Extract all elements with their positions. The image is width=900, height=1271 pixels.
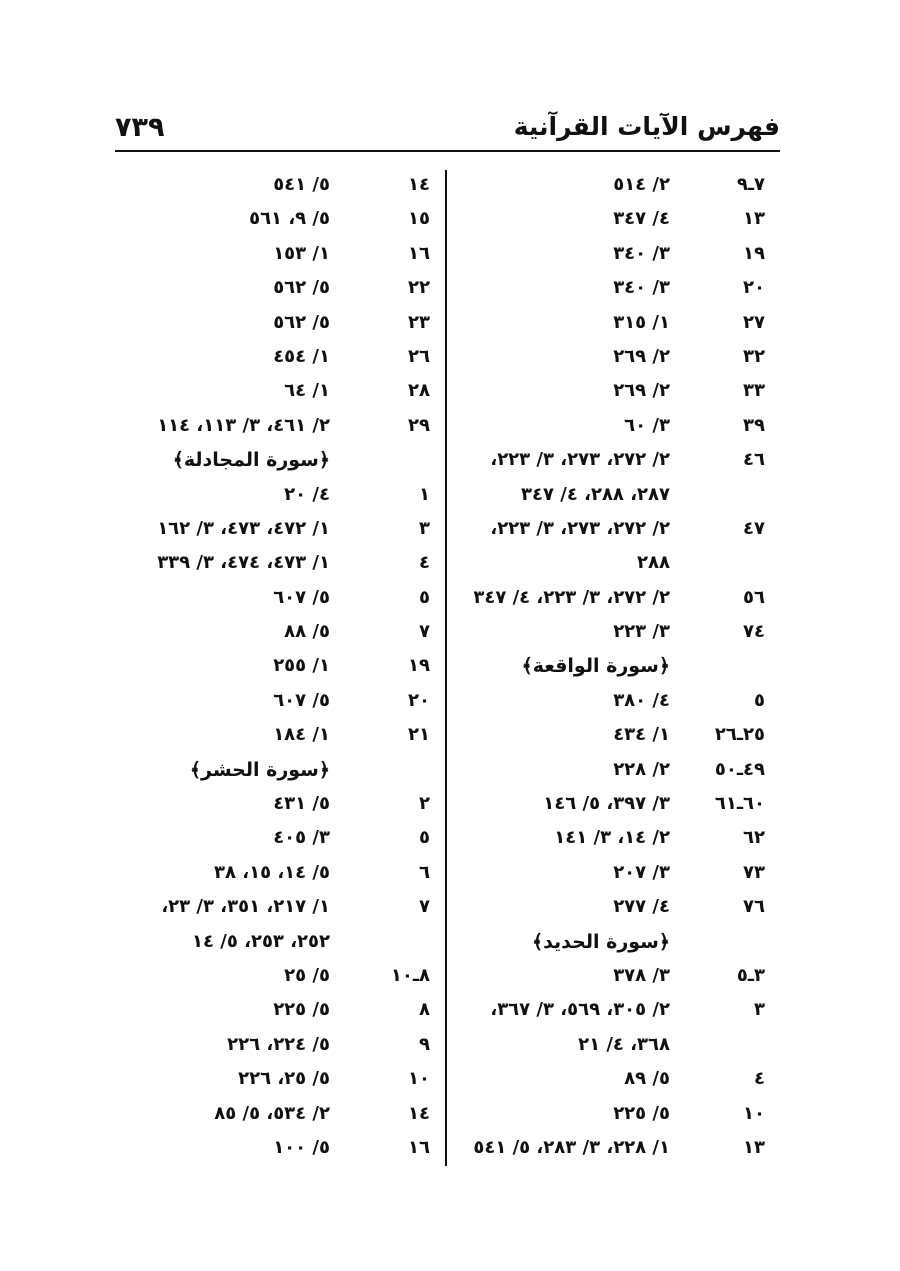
volume-page-reference: ٥/ ٨٨	[284, 621, 330, 643]
index-row	[110, 411, 440, 445]
verse-number: ٢٣	[408, 311, 430, 333]
volume-page-reference: ٥/ ٢٢٤، ٢٢٦	[227, 1033, 330, 1055]
verse-number: ٩	[419, 1033, 430, 1055]
surah-title: ﴿سورة الحشر﴾	[189, 758, 330, 781]
verse-number: ١	[419, 483, 430, 505]
volume-page-reference: ٥/ ٦٠٧	[273, 689, 330, 711]
index-row	[455, 617, 775, 651]
verse-number: ٧٤	[743, 621, 765, 643]
volume-page-reference: ١/ ٢١٧، ٣٥١، ٣/ ٢٣،	[161, 896, 330, 918]
volume-page-reference: ٥/ ٤٣١	[273, 793, 330, 815]
volume-page-reference: ٣/ ٦٠	[624, 414, 670, 436]
index-row	[110, 651, 440, 685]
verse-number: ٣٣	[743, 380, 765, 402]
verse-number: ٢	[419, 793, 430, 815]
index-column-left	[110, 170, 440, 1167]
verse-number: ١٩	[408, 655, 430, 677]
index-row	[110, 342, 440, 376]
verse-number: ٦٢	[743, 827, 765, 849]
index-row	[455, 342, 775, 376]
index-row	[110, 686, 440, 720]
volume-page-reference: ٢/ ٢٢٨	[613, 758, 670, 780]
verse-number: ٥٦	[743, 586, 765, 608]
index-row	[455, 583, 775, 617]
column-divider	[445, 170, 447, 1166]
index-row	[110, 204, 440, 238]
volume-page-reference: ٥/ ٢٥، ٢٢٦	[238, 1068, 330, 1090]
verse-number: ٤٦	[743, 449, 765, 471]
volume-page-reference: ٤/ ٣٤٧	[613, 208, 670, 230]
index-row	[110, 720, 440, 754]
surah-heading	[455, 651, 775, 685]
index-row	[455, 480, 775, 514]
verse-number: ٧ـ٩	[736, 174, 765, 195]
volume-page-reference: ٣/ ٤٠٥	[273, 827, 330, 849]
volume-page-reference: ٢/ ٣٠٥، ٥٦٩، ٣/ ٣٦٧،	[490, 999, 670, 1021]
verse-number: ٧٦	[743, 896, 765, 918]
verse-number: ١٤	[408, 1102, 430, 1124]
index-row	[455, 789, 775, 823]
page-number: ٧٣٩	[115, 112, 165, 143]
verse-number: ٧	[419, 896, 430, 918]
volume-page-reference: ٥/ ٦٠٧	[273, 586, 330, 608]
verse-number: ١٦	[408, 242, 430, 264]
volume-page-reference: ٥/ ١٠٠	[273, 1136, 330, 1158]
volume-page-reference: ٣/ ٣٤٠	[613, 242, 670, 264]
volume-page-reference: ١/ ٢٢٨، ٣/ ٢٨٣، ٥/ ٥٤١	[473, 1136, 670, 1158]
surah-heading	[110, 445, 440, 479]
index-row	[455, 273, 775, 307]
index-row	[455, 1133, 775, 1167]
volume-page-reference: ٢٨٧، ٢٨٨، ٤/ ٣٤٧	[521, 483, 670, 505]
index-row	[110, 548, 440, 582]
volume-page-reference: ٥/ ٢٥	[284, 964, 330, 986]
verse-number: ٣٩	[743, 414, 765, 436]
verse-number: ١٣	[743, 208, 765, 230]
verse-number: ٣٢	[743, 345, 765, 367]
index-row	[455, 445, 775, 479]
verse-number: ٢٠	[743, 277, 765, 299]
index-row	[455, 548, 775, 582]
surah-title: ﴿سورة المجادلة﴾	[172, 449, 330, 472]
index-row	[455, 686, 775, 720]
verse-number: ٢٩	[408, 414, 430, 436]
index-row	[110, 1099, 440, 1133]
volume-page-reference: ٥/ ٢٢٥	[273, 999, 330, 1021]
index-row	[455, 720, 775, 754]
volume-page-reference: ٤/ ٣٨٠	[613, 689, 670, 711]
index-row	[110, 583, 440, 617]
volume-page-reference: ١/ ٤٥٤	[273, 345, 330, 367]
index-row	[110, 927, 440, 961]
index-row	[110, 273, 440, 307]
volume-page-reference: ٥/ ٨٩	[624, 1068, 670, 1090]
volume-page-reference: ١/ ٤٧٣، ٤٧٤، ٣/ ٣٣٩	[157, 552, 330, 574]
verse-number: ٥	[419, 586, 430, 608]
index-row	[455, 1099, 775, 1133]
volume-page-reference: ٣/ ٣٤٠	[613, 277, 670, 299]
verse-number: ٤	[754, 1068, 765, 1090]
header-rule	[115, 150, 780, 152]
index-row	[110, 789, 440, 823]
index-row	[455, 995, 775, 1029]
index-row	[110, 480, 440, 514]
surah-heading	[455, 927, 775, 961]
index-row	[455, 170, 775, 204]
surah-title: ﴿سورة الحديد﴾	[531, 930, 670, 953]
verse-number: ١٤	[408, 174, 430, 195]
verse-number: ٢١	[408, 724, 430, 746]
index-row	[455, 1064, 775, 1098]
index-row	[455, 892, 775, 926]
verse-number: ٢٢	[408, 277, 430, 299]
verse-number: ٨ـ١٠	[390, 964, 430, 986]
verse-number: ١٦	[408, 1136, 430, 1158]
volume-page-reference: ٤/ ٢٠	[284, 483, 330, 505]
verse-number: ٧	[419, 621, 430, 643]
volume-page-reference: ١/ ١٥٣	[273, 242, 330, 264]
index-row	[455, 961, 775, 995]
index-row	[110, 239, 440, 273]
verse-number: ١٥	[408, 208, 430, 230]
index-column-right	[455, 170, 775, 1167]
verse-number: ١٩	[743, 242, 765, 264]
verse-number: ٢٥ـ٢٦	[714, 724, 765, 746]
index-row	[110, 617, 440, 651]
index-row	[455, 204, 775, 238]
volume-page-reference: ٢٥٢، ٢٥٣، ٥/ ١٤	[192, 930, 330, 952]
surah-heading	[110, 755, 440, 789]
index-row	[110, 308, 440, 342]
volume-page-reference: ١/ ٤٧٢، ٤٧٣، ٣/ ١٦٢	[157, 517, 330, 539]
volume-page-reference: ١/ ٦٤	[284, 380, 330, 402]
verse-number: ٥	[419, 827, 430, 849]
verse-number: ٦٠ـ٦١	[714, 793, 765, 815]
verse-number: ٦	[419, 861, 430, 883]
verse-number: ٢٧	[743, 311, 765, 333]
volume-page-reference: ٢٨٨	[637, 552, 670, 574]
index-row	[455, 411, 775, 445]
index-row	[455, 239, 775, 273]
index-row	[110, 376, 440, 410]
index-row	[110, 823, 440, 857]
volume-page-reference: ٢/ ٢٦٩	[613, 380, 670, 402]
volume-page-reference: ٥/ ٥٤١	[273, 174, 330, 195]
volume-page-reference: ١/ ٢٥٥	[273, 655, 330, 677]
volume-page-reference: ٣/ ٣٩٧، ٥/ ١٤٦	[543, 793, 670, 815]
verse-number: ٣	[754, 999, 765, 1021]
index-row	[455, 308, 775, 342]
volume-page-reference: ٥/ ٥٦٢	[273, 311, 330, 333]
verse-number: ٧٣	[743, 861, 765, 883]
index-row	[110, 1064, 440, 1098]
index-row	[455, 376, 775, 410]
verse-number: ١٣	[743, 1136, 765, 1158]
index-row	[455, 858, 775, 892]
index-row	[110, 961, 440, 995]
verse-number: ١٠	[408, 1068, 430, 1090]
volume-page-reference: ٣/ ٢٠٧	[613, 861, 670, 883]
volume-page-reference: ٤/ ٢٧٧	[613, 896, 670, 918]
volume-page-reference: ٣/ ٢٢٣	[613, 621, 670, 643]
volume-page-reference: ٢/ ٥١٤	[613, 174, 670, 195]
verse-number: ٣	[419, 517, 430, 539]
verse-number: ٣ـ٥	[736, 964, 765, 986]
verse-number: ٤٩ـ٥٠	[714, 758, 765, 780]
volume-page-reference: ٢/ ٥٣٤، ٥/ ٨٥	[214, 1102, 330, 1124]
surah-title: ﴿سورة الواقعة﴾	[521, 655, 670, 678]
verse-number: ٢٠	[408, 689, 430, 711]
index-row	[110, 1133, 440, 1167]
verse-number: ٢٨	[408, 380, 430, 402]
index-row	[110, 995, 440, 1029]
index-row	[110, 858, 440, 892]
verse-number: ١٠	[743, 1102, 765, 1124]
index-row	[455, 1030, 775, 1064]
page-title: فهرس الآيات القرآنية	[513, 112, 780, 141]
volume-page-reference: ٢/ ٢٦٩	[613, 345, 670, 367]
volume-page-reference: ٢/ ١٤، ٣/ ١٤١	[554, 827, 670, 849]
index-row	[110, 514, 440, 548]
verse-number: ٨	[419, 999, 430, 1021]
volume-page-reference: ٢/ ٢٧٢، ٢٧٣، ٣/ ٢٢٣،	[490, 517, 670, 539]
volume-page-reference: ١/ ٤٣٤	[613, 724, 670, 746]
volume-page-reference: ٣٦٨، ٤/ ٢١	[578, 1033, 670, 1055]
volume-page-reference: ٥/ ١٤، ١٥، ٣٨	[213, 861, 330, 883]
index-row	[110, 892, 440, 926]
index-row	[110, 1030, 440, 1064]
volume-page-reference: ٥/ ٥٦٢	[273, 277, 330, 299]
volume-page-reference: ٥/ ٢٢٥	[613, 1102, 670, 1124]
index-row	[455, 514, 775, 548]
volume-page-reference: ٥/ ٩، ٥٦١	[249, 208, 330, 230]
volume-page-reference: ١/ ١٨٤	[273, 724, 330, 746]
verse-number: ٢٦	[408, 345, 430, 367]
index-row	[455, 755, 775, 789]
volume-page-reference: ٢/ ٢٧٢، ٣/ ٢٢٣، ٤/ ٣٤٧	[473, 586, 670, 608]
verse-number: ٤٧	[743, 517, 765, 539]
volume-page-reference: ٣/ ٣٧٨	[613, 964, 670, 986]
volume-page-reference: ٢/ ٢٧٢، ٢٧٣، ٣/ ٢٢٣،	[490, 449, 670, 471]
page-header	[115, 112, 780, 150]
verse-number: ٤	[419, 552, 430, 574]
index-row	[110, 170, 440, 204]
volume-page-reference: ١/ ٣١٥	[613, 311, 670, 333]
index-row	[455, 823, 775, 857]
volume-page-reference: ٢/ ٤٦١، ٣/ ١١٣، ١١٤	[157, 414, 330, 436]
verse-number: ٥	[754, 689, 765, 711]
